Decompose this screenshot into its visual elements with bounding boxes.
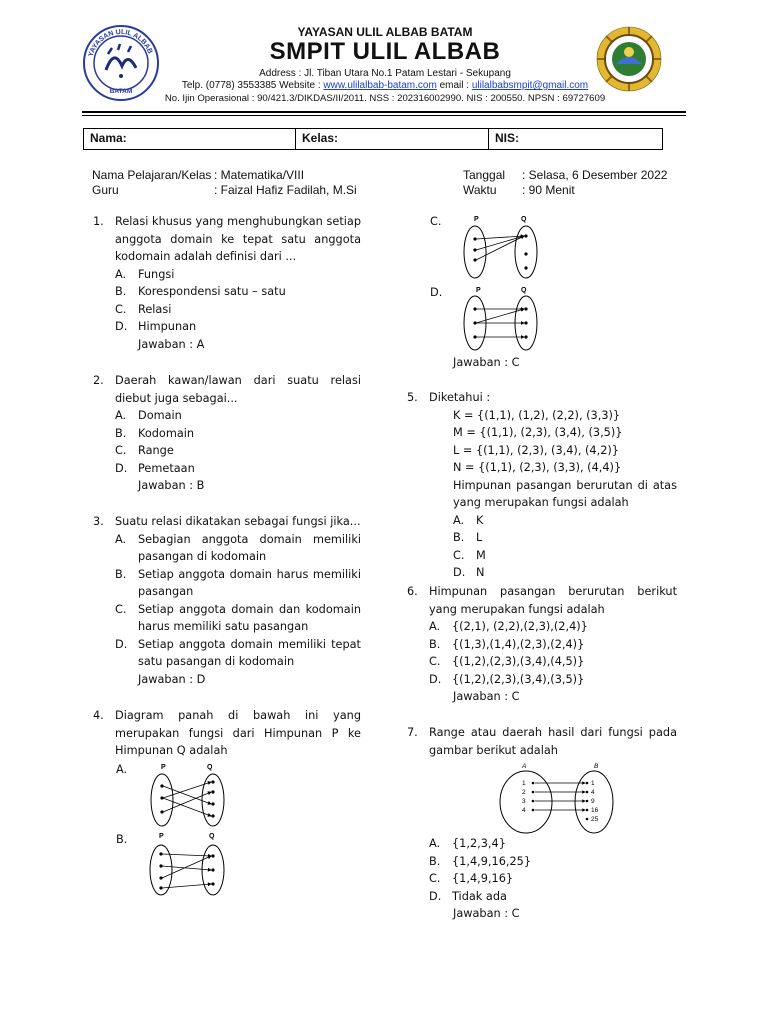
- subject-label: Nama Pelajaran/Kelas: [92, 168, 212, 182]
- q7-option-a[interactable]: A. {1,2,3,4}: [429, 837, 506, 850]
- q7-domain-3: 3: [522, 798, 526, 805]
- q5-set-n: N = {(1,1), (2,3), (3,3), (4,4)}: [453, 461, 622, 474]
- q5-number: 5.: [407, 391, 418, 404]
- teacher-value: : Faizal Hafiz Fadilah, M.Si: [214, 183, 357, 197]
- q5-option-d[interactable]: D. N: [453, 566, 485, 579]
- q1-number: 1.: [93, 215, 104, 228]
- q3-answer: Jawaban : D: [138, 672, 206, 686]
- header-rule-thin: [82, 115, 686, 116]
- q7-codomain-25: 25: [591, 816, 599, 823]
- logo-left-ring-text: YAYASAN ULIL ALBAB: [87, 28, 154, 58]
- q4-diagram-b: [145, 830, 230, 898]
- q4-diagram-a: [145, 760, 230, 828]
- q5-option-b[interactable]: B. L: [453, 531, 483, 544]
- q4-diagram-d: [458, 283, 543, 353]
- website-link[interactable]: www.ulilalbab-batam.com: [323, 80, 437, 91]
- logo-right: [596, 26, 662, 92]
- q5-intro: Diketahui :: [429, 391, 491, 404]
- q7-codomain-1: 1: [591, 780, 595, 787]
- q2-text: Daerah kawan/lawan dari suatu relasi diebut juga sebagai...: [115, 374, 361, 405]
- q3-option-d[interactable]: D. Setiap anggota domain memiliki tepat satu pasangan di kodomain: [115, 637, 361, 668]
- q7-number: 7.: [407, 726, 418, 739]
- class-field[interactable]: Kelas:: [296, 129, 489, 149]
- q7-set-a: A: [522, 763, 527, 770]
- q5-text: Himpunan pasangan berurutan di atas yang merupakan fungsi adalah: [453, 478, 677, 509]
- q2-option-d[interactable]: D. Pemetaan: [115, 461, 195, 475]
- q3-option-a[interactable]: A. Sebagian anggota domain memiliki pasangan di kodomain: [115, 532, 361, 563]
- email-link[interactable]: ulilalbabsmpit@gmail.com: [471, 80, 589, 91]
- q5-option-c[interactable]: C. M: [453, 548, 486, 562]
- q2-option-a[interactable]: A. Domain: [115, 409, 182, 422]
- q2-option-b[interactable]: B. Kodomain: [115, 426, 195, 440]
- foundation-name: YAYASAN ULIL ALBAB BATAM: [297, 25, 473, 39]
- q7-domain-1: 1: [522, 780, 526, 787]
- q5-set-m: M = {(1,1), (2,3), (3,4), (3,5)}: [453, 426, 623, 439]
- name-field[interactable]: Nama:: [84, 129, 296, 149]
- q6-number: 6.: [407, 585, 418, 598]
- q7-option-c[interactable]: C. {1,4,9,16}: [429, 872, 514, 885]
- email-label: email :: [436, 80, 472, 91]
- school-address: Address : Jl. Tiban Utara No.1 Patam Lestari - Sekupang: [259, 68, 511, 79]
- q4-text: Diagram panah di bawah ini yang merupakan fungsi dari Himpunan P ke Himpunan Q adalah: [115, 709, 361, 757]
- q6-option-d[interactable]: D. {(1,2),(2,3),(3,4),(3,5)}: [429, 672, 585, 686]
- q4-number: 4.: [93, 709, 104, 722]
- question-3: [93, 513, 361, 688]
- date-label: Tanggal: [463, 168, 506, 182]
- q3-option-c[interactable]: C. Setiap anggota domain dan kodomain harus memiliki satu pasangan: [115, 602, 361, 633]
- q5-set-l: L = {(1,1), (2,3), (3,4), (4,2)}: [453, 443, 619, 457]
- q4c-set-p: P: [474, 216, 479, 223]
- teacher-label: Guru: [92, 183, 119, 197]
- q6-option-c[interactable]: C. {(1,2),(2,3),(3,4),(4,5)}: [429, 655, 585, 668]
- subject-value: : Matematika/VIII: [214, 168, 305, 182]
- q1-option-b[interactable]: B. Korespondensi satu – satu: [115, 285, 286, 298]
- q6-option-b[interactable]: B. {(1,3),(1,4),(2,3),(2,4)}: [429, 637, 585, 651]
- q4-option-a-label[interactable]: A.: [116, 763, 128, 776]
- question-4: [93, 707, 361, 760]
- question-7: [407, 724, 677, 759]
- q2-number: 2.: [93, 374, 104, 387]
- q7-domain-2: 2: [522, 789, 526, 796]
- q4-diagram-c: [458, 212, 543, 280]
- q4-option-d-label[interactable]: D.: [430, 286, 443, 299]
- q4-option-b-label[interactable]: B.: [116, 833, 128, 846]
- question-1: [93, 213, 361, 353]
- student-identity-table: [83, 128, 663, 150]
- q1-option-d[interactable]: D. Himpunan: [115, 320, 197, 333]
- q4a-set-p: P: [161, 764, 166, 771]
- q1-option-c[interactable]: C. Relasi: [115, 302, 172, 316]
- q7-option-d[interactable]: D. Tidak ada: [429, 889, 507, 903]
- q7-codomain-9: 9: [591, 798, 595, 805]
- q2-option-c[interactable]: C. Range: [115, 444, 174, 457]
- q7-answer: Jawaban : C: [453, 907, 520, 920]
- logo-left-bottom-text: BATAM: [109, 88, 133, 95]
- time-label: Waktu: [463, 183, 497, 197]
- nis-field[interactable]: NIS:: [495, 131, 519, 145]
- q3-option-b[interactable]: B. Setiap anggota domain harus memiliki pasangan: [115, 567, 361, 598]
- q1-text: Relasi khusus yang menghubungkan setiap anggota domain ke tepat satu anggota kodomain adalah definisi dari ...: [115, 215, 361, 263]
- q7-text: Range atau daerah hasil dari fungsi pada gambar berikut adalah: [429, 726, 677, 757]
- q4-answer: Jawaban : C: [453, 356, 520, 369]
- q4d-set-p: P: [476, 287, 481, 294]
- q7-set-b: B: [594, 763, 599, 770]
- question-6: [407, 583, 677, 706]
- q7-codomain-4: 4: [591, 789, 595, 796]
- q7-domain-4: 4: [522, 807, 526, 814]
- header-rule-thick: [82, 111, 686, 113]
- school-name: SMPIT ULIL ALBAB: [269, 38, 501, 65]
- q3-text: Suatu relasi dikatakan sebagai fungsi jika...: [115, 515, 361, 528]
- operational-permit: No. Ijin Operasional : 90/421.3/DIKDAS/II/2011. NSS : 202316002990. NIS : 200550. NPSN : 69727609: [164, 93, 606, 104]
- telp-text: Telp. (0778) 3553385 Website :: [181, 80, 324, 91]
- q6-option-a[interactable]: A. {(2,1), (2,2),(2,3),(2,4)}: [429, 620, 588, 633]
- q1-answer: Jawaban : A: [138, 337, 205, 351]
- q2-answer: Jawaban : B: [138, 479, 205, 492]
- q3-number: 3.: [93, 515, 104, 528]
- q5-set-k: K = {(1,1), (1,2), (2,2), (3,3)}: [453, 408, 621, 422]
- q7-mapping-diagram: [498, 760, 618, 836]
- school-contact: [140, 80, 630, 91]
- q4a-set-q: Q: [207, 764, 213, 771]
- q7-option-b[interactable]: B. {1,4,9,16,25}: [429, 854, 532, 868]
- question-5: [407, 389, 677, 582]
- date-value: : Selasa, 6 Desember 2022: [522, 168, 668, 182]
- question-2: [93, 372, 361, 495]
- q4d-set-q: Q: [521, 287, 527, 294]
- q1-option-a[interactable]: A. Fungsi: [115, 267, 175, 281]
- q4c-set-q: Q: [521, 216, 527, 223]
- q5-option-a[interactable]: A. K: [453, 513, 484, 527]
- q7-options: [407, 835, 677, 923]
- q6-answer: Jawaban : C: [453, 690, 520, 703]
- q4-option-c-label[interactable]: C.: [430, 215, 442, 228]
- q7-codomain-16: 16: [591, 807, 599, 814]
- q4b-set-p: P: [159, 833, 164, 840]
- q4b-set-q: Q: [209, 833, 215, 840]
- time-value: : 90 Menit: [522, 183, 575, 197]
- q6-text: Himpunan pasangan berurutan berikut yang merupakan fungsi adalah: [429, 585, 677, 616]
